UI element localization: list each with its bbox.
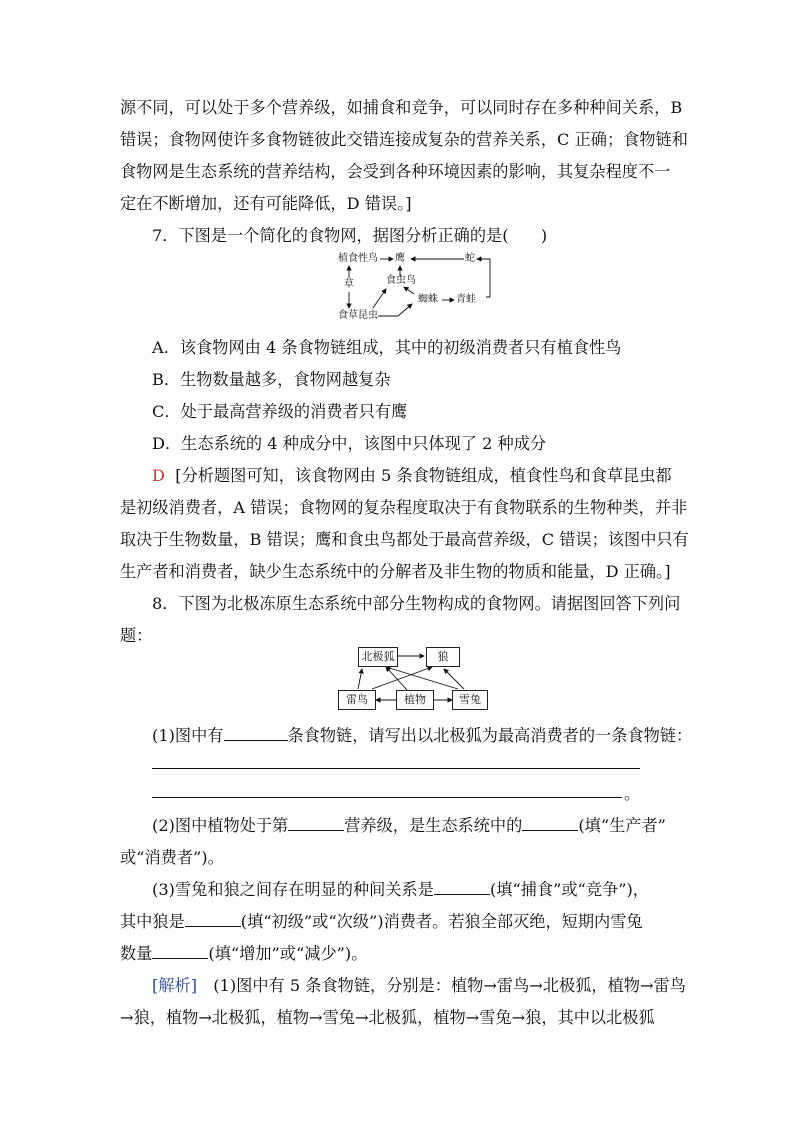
q7-explanation-line-1: [152, 464, 672, 488]
q8-part2-blank-role[interactable]: [522, 814, 578, 831]
q7-option-c: C．处于最高营养级的消费者只有鹰: [152, 402, 408, 421]
q8-stem-line-1: 8．下图为北极冻原生态系统中部分生物构成的食物网。请据图回答下列问: [152, 594, 681, 613]
prev-answer-line-2: 错误；食物网使许多食物链彼此交错连接成复杂的营养关系，C 正确；食物链和: [120, 130, 688, 149]
q8-part2-line-2: 或“消费者”)。: [120, 848, 224, 867]
q8-part3-line-3: [120, 942, 367, 966]
q8-part3-prefix: (3)雪兔和狼之间存在明显的种间关系是: [152, 880, 434, 899]
q8-part1-end: 。: [624, 784, 641, 803]
q8-stem-line-2: 题：: [120, 626, 153, 645]
q8-part1-blank-count[interactable]: [224, 724, 288, 741]
node-herbivorous-bird: 植食性鸟: [338, 253, 378, 264]
q7-option-d: D．生态系统的 4 种成分中，该图中只体现了 2 种成分: [152, 434, 547, 453]
q8-node-arctic-fox: 北极狐: [358, 647, 398, 667]
q8-part3-line-2: [120, 910, 643, 934]
q8-node-plant: 植物: [396, 690, 434, 710]
q8-part2-blank-level[interactable]: [288, 814, 344, 831]
q8-part2-line: [152, 814, 666, 838]
q8-analysis-line-1: [152, 974, 686, 998]
q7-explanation-line-4: 生产者和消费者，缺少生态系统中的分解者及非生物的物质和能量，D 正确。]: [120, 562, 671, 581]
prev-answer-line-4: 定在不断增加，还有可能降低，D 错误。]: [120, 194, 412, 213]
q8-answer-line-1[interactable]: [152, 768, 640, 769]
q8-part3-count-prefix: 数量: [120, 944, 153, 963]
prev-answer-line-1: 源不同，可以处于多个营养级，如捕食和竞争，可以同时存在多种种间关系，B: [120, 98, 683, 117]
q8-part1-line: [152, 724, 692, 748]
q7-explanation-line-2: 是初级消费者，A 错误；食物网的复杂程度取决于有食物联系的生物种类，并非: [120, 498, 688, 517]
q8-part3-line-1: [152, 878, 649, 902]
node-grass: 草: [344, 279, 354, 290]
node-spider: 蜘蛛: [418, 294, 438, 305]
q8-part3-blank-change[interactable]: [152, 942, 208, 959]
q8-part3-count-hint: (填“增加”或“减少”)。: [208, 944, 368, 963]
node-insectivorous-bird: 食虫鸟: [386, 275, 416, 286]
q8-part3-hint: (填“捕食”或“竞争”)，: [489, 880, 649, 899]
node-herbivorous-insect: 食草昆虫: [338, 310, 378, 321]
node-frog: 青蛙: [456, 294, 476, 305]
q8-node-ptarmigan: 雷鸟: [338, 690, 376, 710]
q8-analysis-text-1: (1)图中有 5 条食物链，分别是：植物→雷鸟→北极狐，植物→雷鸟: [197, 976, 686, 995]
q8-part1-suffix: 条食物链，请写出以北极狐为最高消费者的一条食物链：: [287, 726, 693, 745]
q8-part3-wolf-hint: (填“初级”或“次级”)消费者。若狼全部灭绝，短期内雪兔: [240, 912, 643, 931]
q7-explanation-text-1: [分析题图可知，该食物网由 5 条食物链组成，植食性鸟和食草昆虫都: [175, 466, 672, 485]
q7-food-web-diagram: [338, 250, 498, 325]
q7-answer-letter: D: [152, 466, 165, 485]
q8-part2-prefix: (2)图中植物处于第: [152, 816, 289, 835]
prev-answer-line-3: 食物网是生态系统的营养结构，会受到各种环境因素的影响，其复杂程度不一: [120, 162, 671, 181]
q8-part2-middle: 营养级，是生态系统中的: [344, 816, 523, 835]
q8-analysis-line-2: →狼，植物→北极狐，植物→雪兔→北极狐，植物→雪兔→狼，其中以北极狐: [120, 1008, 655, 1027]
node-eagle: 鹰: [395, 253, 405, 264]
q8-food-web-diagram: [338, 645, 488, 711]
q8-answer-line-2[interactable]: [152, 797, 622, 798]
q8-part3-wolf-prefix: 其中狼是: [120, 912, 185, 931]
q7-option-b: B．生物数量越多，食物网越复杂: [152, 370, 391, 389]
analysis-tag: [解析]: [152, 976, 198, 995]
q7-explanation-line-3: 取决于生物数量，B 错误；鹰和食虫鸟都处于最高营养级，C 错误；该图中只有: [120, 530, 689, 549]
q8-part1-prefix: (1)图中有: [152, 726, 224, 745]
q7-stem: 7．下图是一个简化的食物网，据图分析正确的是( ): [152, 226, 548, 245]
q8-part2-hint: (填“生产者”: [578, 816, 666, 835]
q8-node-snowshoe-hare: 雪兔: [452, 690, 488, 710]
q7-option-a: A．该食物网由 4 条食物链组成，其中的初级消费者只有植食性鸟: [152, 338, 622, 357]
node-snake: 蛇: [465, 253, 475, 264]
q8-node-wolf: 狼: [426, 647, 460, 667]
q8-part3-blank-consumer[interactable]: [185, 910, 241, 927]
q8-part3-blank-relation[interactable]: [434, 878, 490, 895]
